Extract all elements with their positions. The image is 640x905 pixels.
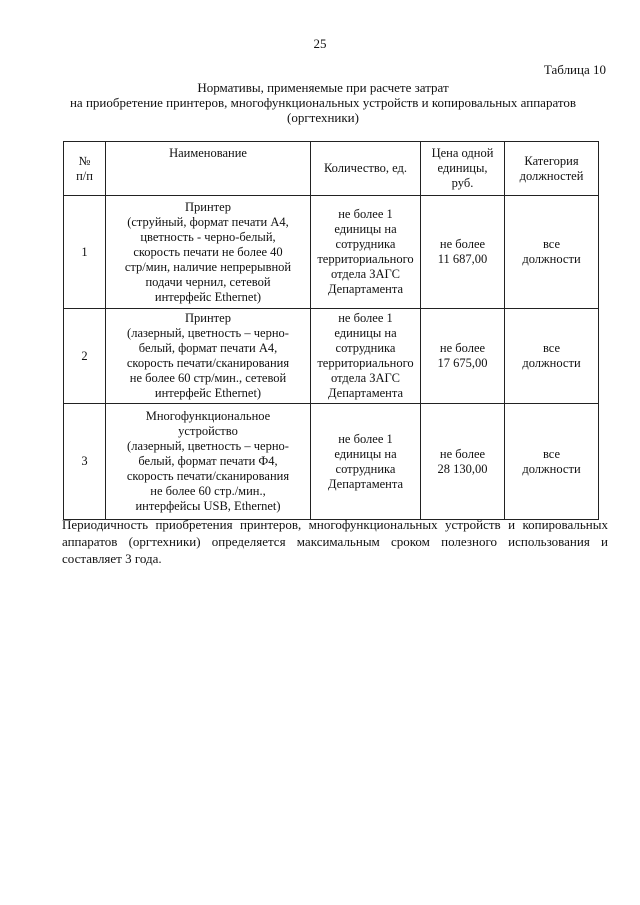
- cell-name: Многофункциональное устройство (лазерный, цветность – черно- белый, формат печати Ф4, скорость печати/сканирования не более 60 стр./мин., интерфейсы USB, Ethernet): [106, 404, 311, 520]
- table-header-row: [64, 142, 599, 196]
- cell-price: не более 11 687,00: [421, 196, 505, 309]
- header-num: № п/п: [64, 142, 106, 196]
- table-row: [64, 196, 599, 309]
- title-line: на приобретение принтеров, многофункциональных устройств и копировальных аппаратов: [69, 95, 577, 110]
- cell-price: не более 17 675,00: [421, 309, 505, 404]
- page-number: 25: [313, 36, 327, 51]
- title-line: Нормативы, применяемые при расчете затрат: [197, 80, 449, 95]
- cell-category: все должности: [505, 309, 599, 404]
- cell-num: 2: [64, 309, 106, 404]
- header-category: Категория должностей: [505, 142, 599, 196]
- header-qty: Количество, ед.: [311, 142, 421, 196]
- title-line: (оргтехники): [287, 110, 359, 125]
- table-row: [64, 309, 599, 404]
- cell-category: все должности: [505, 404, 599, 520]
- header-name: Наименование: [106, 142, 311, 196]
- cell-category: все должности: [505, 196, 599, 309]
- norms-table: [63, 141, 599, 520]
- cell-num: 3: [64, 404, 106, 520]
- cell-num: 1: [64, 196, 106, 309]
- table-body: [64, 196, 599, 520]
- table-label: Таблица 10: [543, 62, 606, 77]
- header-price: Цена одной единицы, руб.: [421, 142, 505, 196]
- cell-qty: не более 1 единицы на сотрудника территориального отдела ЗАГС Департамента: [311, 309, 421, 404]
- cell-qty: не более 1 единицы на сотрудника Департамента: [311, 404, 421, 520]
- table-row: [64, 404, 599, 520]
- periodicity-paragraph: Периодичность приобретения принтеров, многофункциональных устройств и копировальных аппаратов (оргтехники) определяется максимальным сроком полезного использования и составляет 3 года.: [62, 517, 608, 566]
- document-title: [40, 80, 606, 125]
- cell-name: Принтер (струйный, формат печати А4, цветность - черно-белый, скорость печати не более 40 стр/мин, наличие непрерывной подачи чернил, сетевой интерфейс Ethernet): [106, 196, 311, 309]
- cell-price: не более 28 130,00: [421, 404, 505, 520]
- cell-qty: не более 1 единицы на сотрудника территориального отдела ЗАГС Департамента: [311, 196, 421, 309]
- cell-name: Принтер (лазерный, цветность – черно- белый, формат печати А4, скорость печати/сканирования не более 60 стр/мин., сетевой интерфейс Ethernet): [106, 309, 311, 404]
